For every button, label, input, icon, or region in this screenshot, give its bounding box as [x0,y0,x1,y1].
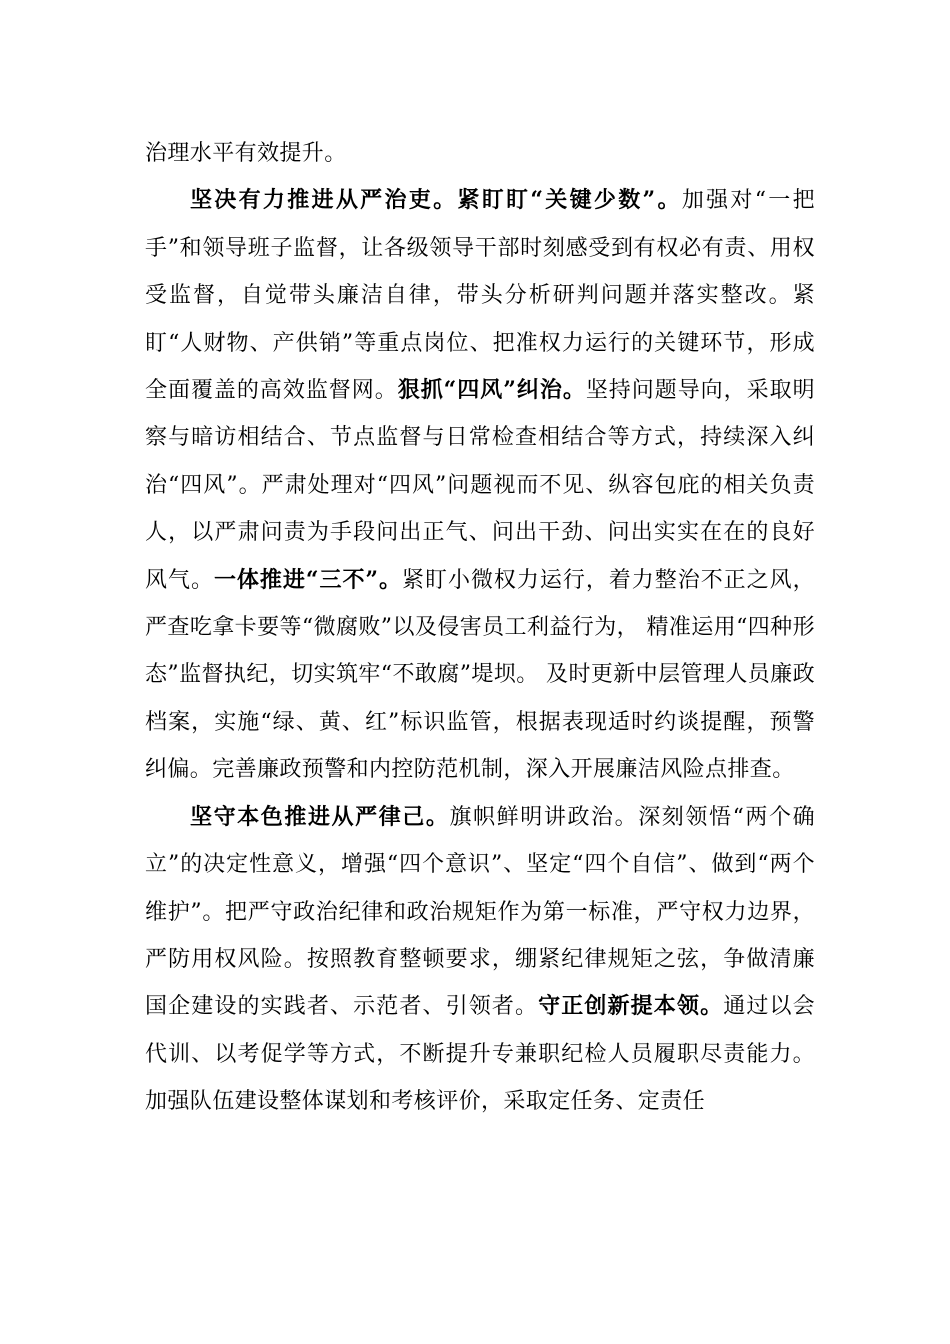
subheading-key-minority: 紧盯盯“关键少数”。 [457,187,682,214]
subheading-three-nots: 一体推进“三不”。 [213,566,403,593]
body-text: 通过以会代训、以考促学等方式，不断提升专兼职纪检人员履职尽责能力。加强队伍建设整体谋划和考核评价，采取定任务、定责任 [145,994,815,1115]
body-text: 加强对“一把手”和领导班子监督，让各级领导干部时刻感受到有权必有责、用权受监督，自觉带头廉洁自律，带头分析研判问题并落实整改。紧盯“人财物、产供销”等重点岗位、把准权力运行的关键环节，形成全面覆盖的高效监督网。 [145,188,816,404]
section-heading: 坚守本色推进从严律己。 [190,803,450,830]
section-heading: 坚决有力推进从严治吏。 [190,187,458,214]
subheading-innovation: 守正创新提本领。 [538,993,724,1020]
subheading-four-styles: 狠抓“四风”纠治。 [397,377,586,404]
paragraph-self-discipline [145,794,815,1126]
intro-text: 治理水平有效提升。 [145,141,347,166]
body-text: 旗帜鲜明讲政治。深刻领悟“两个确立”的决定性意义，增强“四个意识”、坚定“四个自信”、做到“两个维护”。把严守政治纪律和政治规矩作为第一标准，严守权力边界，严防用权风险。按照教育整顿要求，绷紧纪律规矩之弦，争做清廉国企建设的实践者、示范者、引领者。 [145,804,815,1020]
intro-paragraph-tail [145,130,815,177]
paragraph-strict-officials [145,177,815,793]
body-text: 紧盯小微权力运行，着力整治不正之风，严查吃拿卡要等“微腐败”以及侵害员工利益行为， 精准运用“四种形态”监督执纪，切实筑牢“不敢腐”堤坝。 及时更新中层管理人员廉政档案，实施“绿、黄、红”标识监管，根据表现适时约谈提醒，预警纠偏。完善廉政预警和内控防范机制，深入开展廉洁风险点排查。 [145,567,816,783]
body-text: 坚持问题导向，采取明察与暗访相结合、节点监督与日常检查相结合等方式，持续深入纠治“四风”。严肃处理对“四风”问题视而不见、纵容包庇的相关负责人，以严肃问责为手段问出正气、问出干劲、问出实实在在的良好风气。 [145,378,815,593]
document-body [145,130,815,1126]
